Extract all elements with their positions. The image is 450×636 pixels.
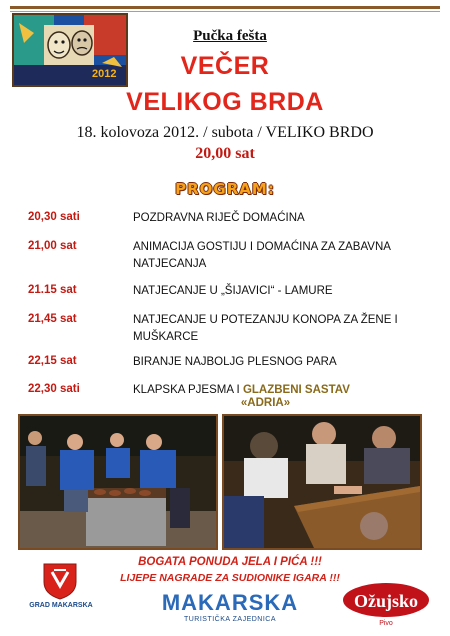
date-line: 18. kolovoza 2012. / subota / VELIKO BRDO [76,124,374,141]
program-time: 22,15 sat [28,355,77,367]
program-desc: POZDRAVNA RIJEČ DOMAĆINA [133,212,305,224]
program-desc-text: KLAPSKA PJESMA I [133,384,243,396]
grad-makarska-label: GRAD MAKARSKA [29,602,93,609]
event-time: 20,00 sat [195,145,255,162]
program-desc: NATJECANJE U „ŠIJAVICI“ - LAMURE [133,285,333,297]
program-desc: BIRANJE NAJBOLJG PLESNOG PARA [133,356,337,368]
program-heading: PROGRAM: [175,180,275,198]
logo-year-text: 2012 [92,68,117,80]
pivo-label: Pivo [379,620,393,627]
program-time: 21.15 sat [28,284,77,296]
program-desc: NATJECANJE U POTEZANJU KONOPA ZA ŽENE I MUŠKARCE [133,314,398,343]
ozujsko-logo-text: Ožujsko [353,591,419,611]
title-line-1: VEČER [180,52,270,80]
band-name: GLAZBENI SASTAV [242,384,350,396]
program-time: 21,45 sat [28,313,77,325]
program-time: 22,30 sati [28,383,80,395]
ozujsko-logo [340,580,432,620]
program-desc: ANIMACIJA GOSTIJU I DOMAĆINA ZA ZABAVNA NATJECANJA [133,241,391,270]
photo-grilling [18,414,218,550]
program-time: 20,30 sati [28,211,80,223]
band-name-adria: «ADRIA» [240,397,291,409]
grad-makarska-crest-icon [40,562,80,600]
festival-logo-painting [12,13,128,87]
turisticka-zajednica-label: TURISTIČKA ZAJEDNICA [183,616,277,623]
offer-line-1: BOGATA PONUDA JELA I PIĆA !!! [138,556,322,568]
title-line-2: VELIKOG BRDA [126,88,324,116]
event-subtitle: Pučka fešta [193,28,267,44]
offer-line-2: LIJEPE NAGRADE ZA SUDIONIKE IGARA !!! [120,572,340,584]
top-border-thin [10,11,440,12]
program-time: 21,00 sat [28,240,77,252]
photo-crowd [222,414,422,550]
top-border [10,6,440,9]
makarska-logo-text: MAKARSKA [161,590,299,615]
